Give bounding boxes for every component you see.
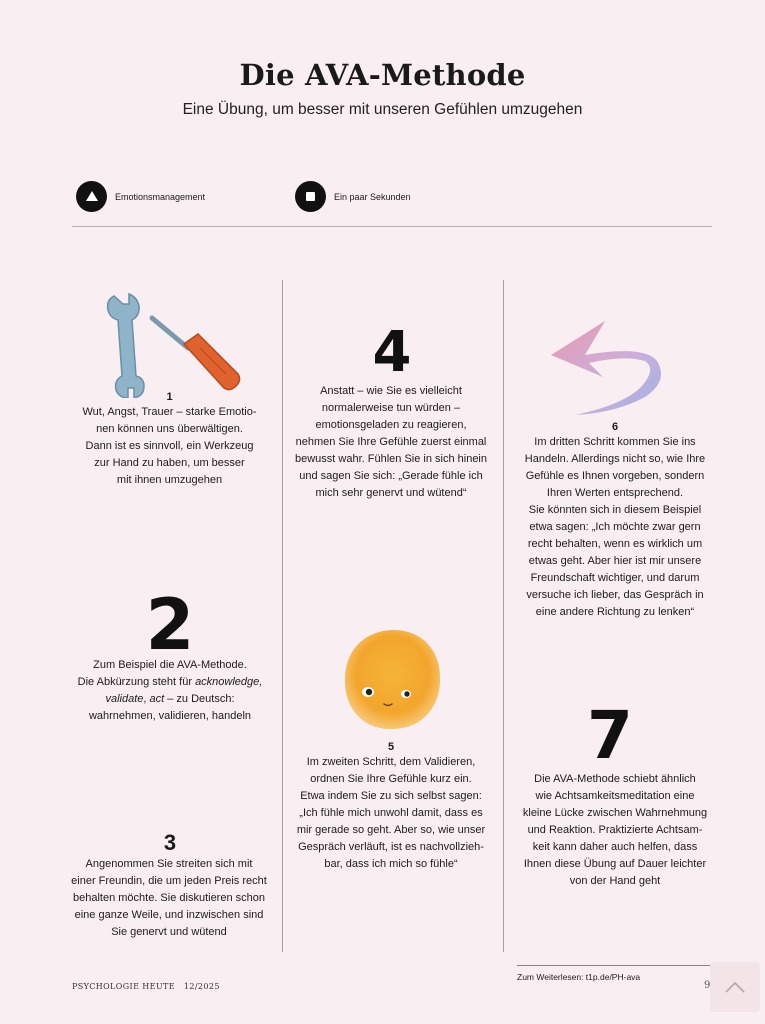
step-1-line: Dann ist es sinnvoll, ein Werkzeug bbox=[85, 440, 254, 452]
step-6-line: Freundschaft wichtiger, und darum bbox=[530, 572, 700, 584]
issue-number: 12/2025 bbox=[183, 982, 220, 991]
footer-masthead bbox=[72, 982, 220, 991]
step-3-line: Angenommen Sie streiten sich mit bbox=[85, 858, 253, 870]
step-4-line: und sagen Sie sich: „Gerade fühle ich bbox=[299, 470, 483, 482]
orange-face-blob-icon bbox=[340, 625, 445, 735]
further-reading-link[interactable]: Zum Weiterlesen: t1p.de/PH-ava bbox=[517, 972, 641, 982]
step-7-line: Ihnen diese Übung auf Dauer leichter bbox=[523, 858, 707, 870]
stop-square-icon bbox=[295, 181, 326, 212]
step-7-number: 7 bbox=[587, 697, 633, 774]
meta-topic-label: Emotionsmanagement bbox=[115, 191, 206, 202]
column-divider bbox=[503, 280, 504, 952]
step-3-line: einer Freundin, die um jeden Preis recht bbox=[71, 875, 267, 887]
page-number: 9 bbox=[704, 980, 711, 991]
scroll-to-top-button[interactable] bbox=[710, 962, 760, 1012]
step-6-line: recht behalten, wenn es wirklich um bbox=[527, 538, 703, 550]
footer-divider bbox=[517, 965, 712, 966]
step-2-line: validate, act – zu Deutsch: bbox=[105, 693, 235, 705]
step-2-line: wahrnehmen, validieren, handeln bbox=[88, 710, 252, 722]
step-5 bbox=[286, 741, 496, 873]
page-subtitle: Eine Übung, um besser mit unseren Gefühlen umzugehen bbox=[182, 101, 583, 118]
step-6-line: etwas geht. Aber hier ist mir unsere bbox=[528, 555, 702, 567]
step-7-line: keit kann daher auch helfen, dass bbox=[532, 841, 698, 853]
step-6-number: 6 bbox=[611, 421, 619, 433]
step-2 bbox=[60, 657, 280, 725]
magazine-name: PSYCHOLOGIE HEUTE bbox=[72, 982, 175, 991]
chevron-up-icon bbox=[724, 980, 746, 994]
step-1-line: zur Hand zu haben, um besser bbox=[94, 457, 245, 469]
step-7-line: Die AVA-Methode schiebt ähnlich bbox=[534, 773, 696, 785]
step-5-line: ordnen Sie Ihre Gefühle kurz ein. bbox=[310, 773, 472, 785]
step-1 bbox=[72, 391, 267, 489]
step-4-line: normalerweise tun würden – bbox=[321, 402, 461, 414]
step-6-line: Handeln. Allerdings nicht so, wie Ihre bbox=[524, 453, 706, 465]
column-divider bbox=[282, 280, 283, 952]
step-6-line: Ihren Werten entsprechend. bbox=[546, 487, 684, 499]
page-title: Die AVA-Methode bbox=[239, 58, 526, 92]
step-3-line: Sie genervt und wütend bbox=[111, 926, 227, 938]
step-5-line: bar, dass ich mich so fühle“ bbox=[324, 858, 458, 870]
step-2-number: 2 bbox=[145, 584, 195, 666]
step-3 bbox=[62, 856, 276, 941]
step-2-line: Die Abkürzung steht für acknowledge, bbox=[77, 676, 263, 688]
step-6-line: Im dritten Schritt kommen Sie ins bbox=[534, 436, 696, 448]
step-4-line: emotionsgeladen zu reagieren, bbox=[315, 419, 467, 431]
step-6-line: Gefühle es Ihnen vorgeben, sondern bbox=[525, 470, 705, 482]
step-4-line: mich sehr genervt und wütend“ bbox=[315, 487, 467, 499]
step-1-line: Wut, Angst, Trauer – starke Emotio- bbox=[82, 406, 257, 418]
step-7-line: und Reaktion. Praktizierte Achtsam- bbox=[527, 824, 703, 836]
wrench-screwdriver-icon bbox=[100, 288, 250, 398]
step-4-line: Anstatt – wie Sie es vielleicht bbox=[320, 385, 462, 397]
meta-topic bbox=[76, 181, 205, 212]
step-6 bbox=[510, 421, 720, 621]
step-3-line: behalten möchte. Sie diskutieren schon bbox=[72, 892, 265, 904]
step-4-line: bewusst wahr. Fühlen Sie in sich hinein bbox=[295, 453, 487, 465]
step-5-number: 5 bbox=[387, 741, 395, 753]
step-5-line: Im zweiten Schritt, dem Validieren, bbox=[306, 756, 476, 768]
meta-duration-label: Ein paar Sekunden bbox=[334, 191, 411, 202]
step-4-line: nehmen Sie Ihre Gefühle zuerst einmal bbox=[295, 436, 487, 448]
step-4 bbox=[286, 383, 496, 502]
step-7-line: kleine Lücke zwischen Wahrnehmung bbox=[522, 807, 708, 819]
step-2-line: Zum Beispiel die AVA-Methode. bbox=[93, 659, 247, 671]
watercolor-arrow-icon bbox=[545, 315, 665, 423]
step-6-line: versuche ich lieber, das Gespräch in bbox=[526, 589, 704, 601]
step-5-line: Gespräch verläuft, ist es nachvollzieh- bbox=[298, 841, 484, 853]
step-5-line: „Ich fühle mich unwohl damit, dass es bbox=[299, 807, 483, 819]
step-7 bbox=[510, 771, 720, 890]
divider bbox=[72, 226, 712, 227]
step-1-number: 1 bbox=[166, 391, 173, 403]
step-7-line: wie Achtsamkeitsmeditation eine bbox=[535, 790, 695, 802]
step-3-line: eine ganze Weile, und inzwischen sind bbox=[74, 909, 264, 921]
step-6-line: Sie könnten sich in diesem Beispiel bbox=[528, 504, 702, 516]
step-3-number: 3 bbox=[163, 830, 177, 855]
step-7-line: von der Hand geht bbox=[569, 875, 661, 887]
step-1-line: mit ihnen umzugehen bbox=[116, 474, 223, 486]
step-6-line: eine andere Richtung zu lenken“ bbox=[535, 606, 695, 618]
meta-duration bbox=[295, 181, 411, 212]
triangle-icon bbox=[76, 181, 107, 212]
step-4-number: 4 bbox=[372, 320, 412, 385]
step-1-line: nen können uns überwältigen. bbox=[96, 423, 243, 435]
step-5-line: Etwa indem Sie zu sich selbst sagen: bbox=[300, 790, 482, 802]
step-5-line: mir gerade so geht. Aber so, wie unser bbox=[296, 824, 486, 836]
step-6-line: etwa sagen: „Ich möchte zwar gern bbox=[529, 521, 701, 533]
